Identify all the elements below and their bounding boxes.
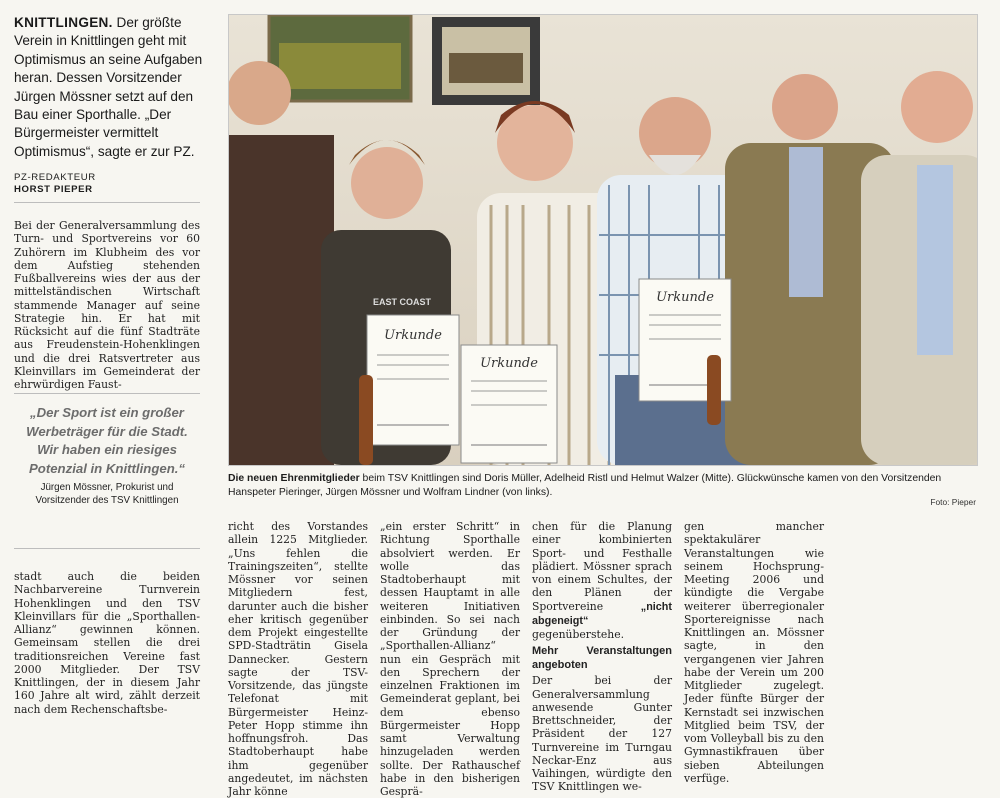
divider bbox=[14, 548, 200, 549]
svg-text:Urkunde: Urkunde bbox=[656, 290, 714, 305]
photo-caption bbox=[228, 472, 978, 500]
article-column-4: chen für die Planung einer kombinierten Sport- und Festhalle plädiert. Mössner sprach von einem Schultes, der den Plänen der Sportvereine „nicht abgeneigt“ gegenüberstehe. Mehr Veranstaltungen angeboten Der bei der Generalversammlung anwesende Gunter Brettschneider, der Präsident der 127 Turnvereine im Turngau Neckar-Enz aus Vaihingen, würdigte den TSV Knittlingen we- bbox=[532, 520, 672, 794]
group-photo bbox=[228, 14, 978, 466]
divider bbox=[14, 202, 200, 203]
quote-text: „Der Sport ist ein großer Werbeträger für die Stadt. Wir haben ein riesiges Potenzial in Knittlingen.“ bbox=[26, 405, 188, 476]
article-column-1-bottom: stadt auch die beiden Nachbarvereine Turnverein Hohenklingen und den TSV Kleinvillars für die „Sporthallen-Allianz“ gewinnen können. Gemeinsam stellen die drei traditionsreichen Vereine fast 2000 Mitglieder. Der TSV Knittlingen, der in diesem Jahr 160 Jahre alt wird, zählt derzeit nach dem Rechenschaftsbe- bbox=[14, 570, 200, 716]
lead-text: Der größte Verein in Knittlingen geht mit Optimismus an seine Aufgaben heran. Dessen Vorsitzender Jürgen Mössner setzt auf den Bau einer Sporthalle. „Der Bürgermeister vermittelt Optimismus“, sagte er zur PZ. bbox=[14, 15, 203, 159]
caption-lead: Die neuen Ehrenmitglieder bbox=[228, 473, 360, 484]
certificate-left bbox=[367, 315, 459, 445]
dateline: KNITTLINGEN. bbox=[14, 15, 113, 30]
caption-text: beim TSV Knittlingen sind Doris Müller, Adelheid Ristl und Helmut Walzer (Mitte). Glückwünsche kamen von den Vorsitzenden Hanspeter Pieringer, Jürgen Mössner und Wolfram Lindner (von links). bbox=[228, 473, 942, 498]
shirt-text: EAST COAST bbox=[373, 297, 432, 307]
author-role: PZ-REDAKTEUR bbox=[14, 172, 96, 183]
author-name: HORST PIEPER bbox=[14, 184, 93, 195]
pull-quote bbox=[14, 404, 200, 508]
certificate-center bbox=[461, 345, 557, 463]
svg-text:Urkunde: Urkunde bbox=[480, 356, 538, 371]
photo-illustration bbox=[229, 15, 977, 465]
lead-paragraph bbox=[14, 14, 210, 161]
byline bbox=[14, 172, 210, 196]
svg-text:Urkunde: Urkunde bbox=[384, 328, 442, 343]
divider bbox=[14, 393, 200, 394]
photo-credit: Foto: Pieper bbox=[930, 497, 976, 507]
article-column-3: „ein erster Schritt“ in Richtung Sporthalle absolviert werden. Er wolle das Stadtoberhaupt mit dessen Hauptamt in alle weiteren Initiativen einbinden. So sei nach der Gründung der „Sporthallen-Allianz“ nun ein Gespräch mit den Sprechern der einzelnen Fraktionen im Gemeinderat geplant, bei dem ebenso Bürgermeister Hopp samt Verwaltung hinzugeladen werden sollte. Der Rathauschef habe in den bisherigen Gesprä- bbox=[380, 520, 520, 798]
article-column-5: gen mancher spektakulärer Veranstaltungen wie seinem Hochsprung-Meeting 2006 und kündigte die Vergabe weiterer überregionaler Sportereignisse nach Knittlingen an. Mössner sagte, in den vergangenen vier Jahren habe der Verein um 200 Mitglieder zugelegt. Jeder fünfte Bürger der Kernstadt sei inzwischen Mitglied beim TSV, der vom Volleyball bis zu den Gymnastikfrauen über sieben Abteilungen verfüge. bbox=[684, 520, 824, 785]
quote-source: Jürgen Mössner, Prokurist und Vorsitzender des TSV Knittlingen bbox=[35, 482, 179, 506]
subheading: Mehr Veranstaltungen angeboten bbox=[532, 645, 672, 672]
article-column-2: richt des Vorstandes allein 1225 Mitglieder. „Uns fehlen die Trainingszeiten“, stellte Mössner vor seinen Mitgliedern fest, darunter auch die bisher eher kritisch gegenüber dem Projekt eingestellte SPD-Stadträtin Gisela Dannecker. Gestern sagte der TSV-Vorsitzende, das jüngste Telefonat mit Bürgermeister Heinz-Peter Hopp stimme ihn hoffnungsfroh. Das Stadtoberhaupt habe ihm gegenüber angedeutet, im nächsten Jahr könne bbox=[228, 520, 368, 798]
article-column-1-top: Bei der Generalversammlung des Turn- und Sportvereins vor 60 Zuhörern im Klubheim des vor dem Aufstieg stehenden Fußballvereins wies der aus der mittelständischen Wirtschaft stammende Manager auf seine Strategie hin. Er hat mit Rücksicht auf die fünf Stadträte aus Freudenstein-Hohenklingen und die drei Ratsvertreter aus Kleinvillars im Gemeinderat der ehrwürdigen Faust- bbox=[14, 219, 200, 391]
